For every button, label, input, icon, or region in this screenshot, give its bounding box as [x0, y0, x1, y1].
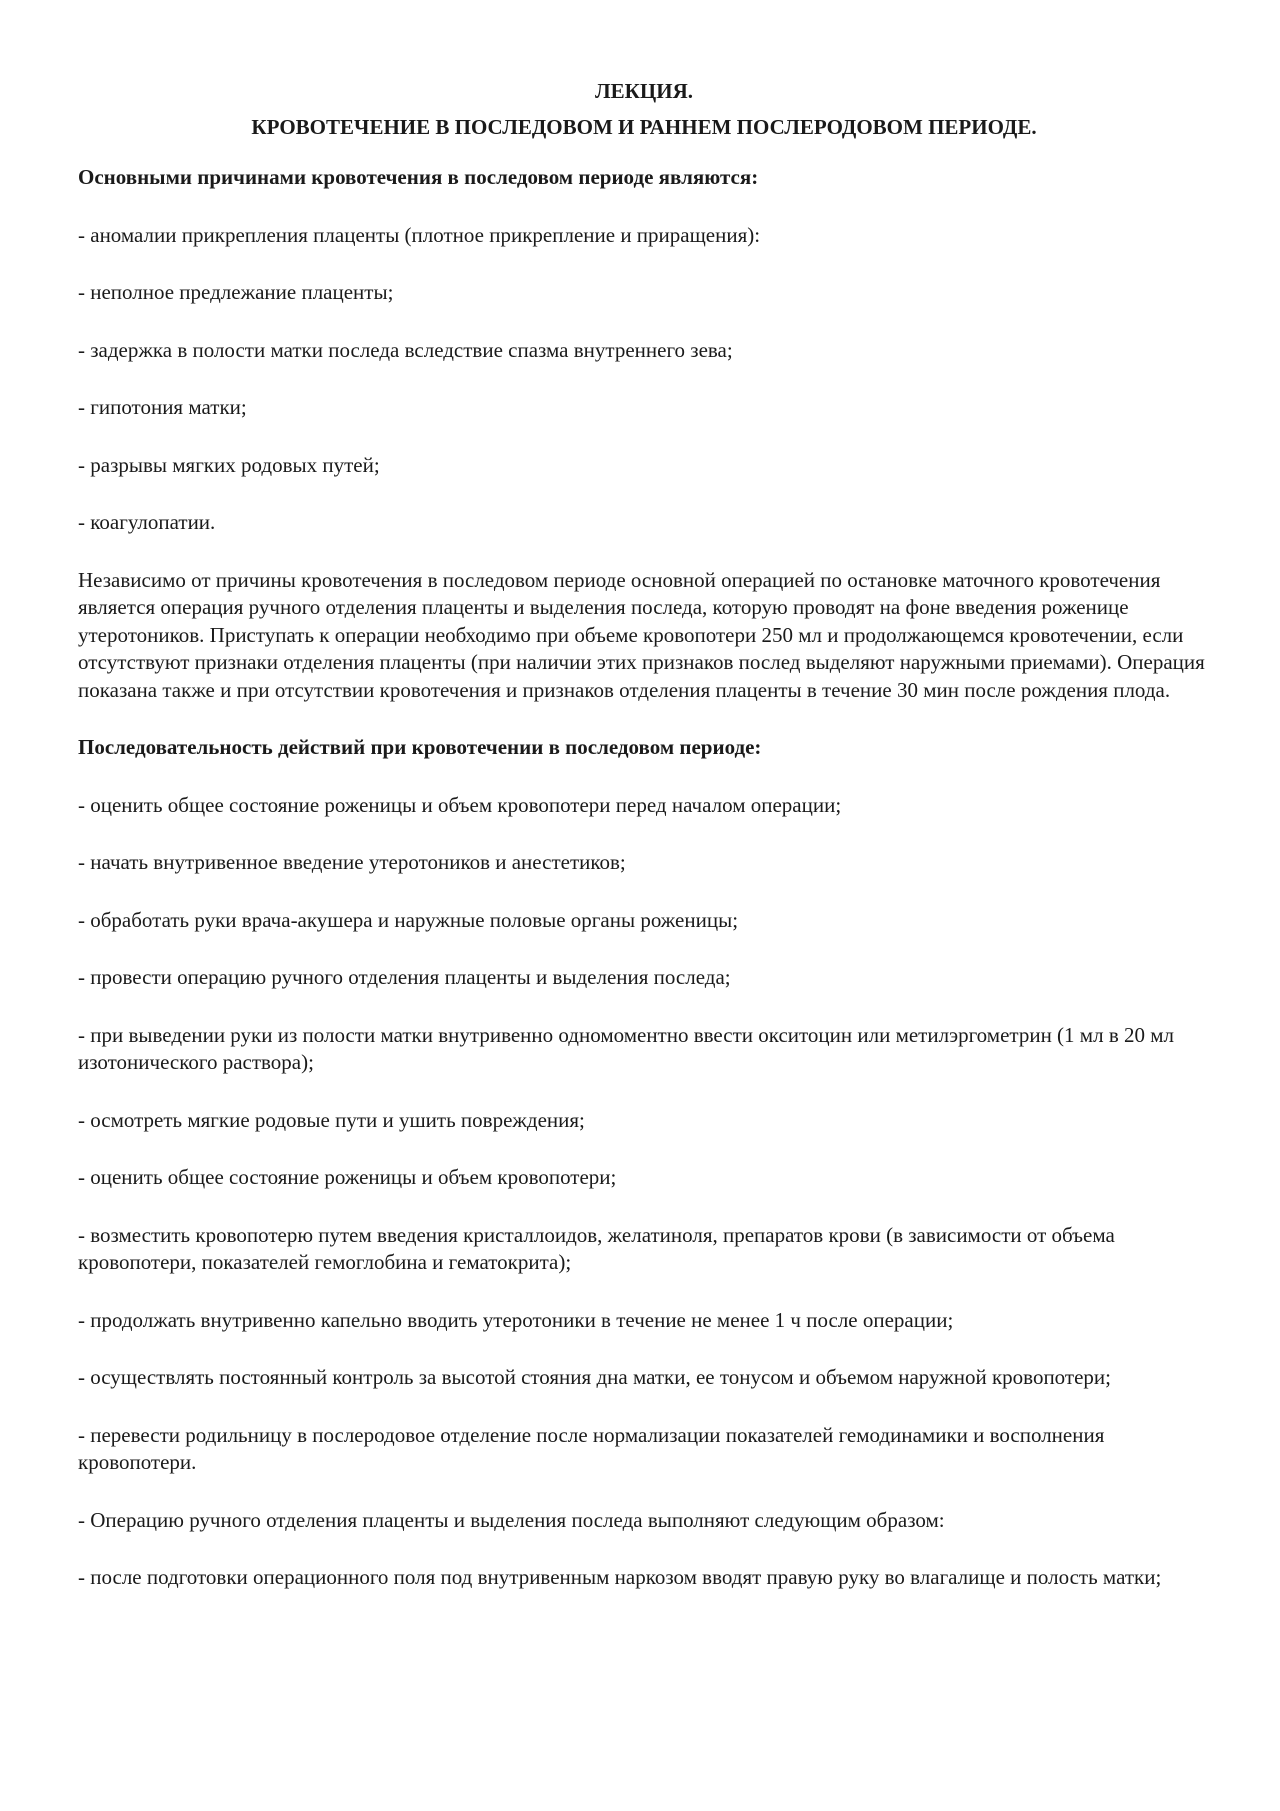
- list-item: - коагулопатии.: [78, 510, 216, 534]
- section-heading-causes: Основными причинами кровотечения в последовом периоде являются:: [78, 165, 759, 189]
- list-item: - оценить общее состояние роженицы и объем кровопотери;: [78, 1165, 617, 1189]
- list-item: - возместить кровопотерю путем введения кристаллоидов, желатиноля, препаратов крови (в зависимости от объема кровопотери, показателей гемоглобина и гематокрита);: [78, 1222, 1115, 1274]
- list-item: - продолжать внутривенно капельно вводить утеротоники в течение не менее 1 ч после операции;: [78, 1307, 954, 1332]
- list-item: - после подготовки операционного поля под внутривенным наркозом вводят правую руку во влагалище и полость матки;: [78, 1565, 1162, 1589]
- list-item: - осуществлять постоянный контроль за высотой стояния дна матки, ее тонусом и объемом наружной кровопотери;: [78, 1365, 1111, 1389]
- section-heading-steps: Последовательность действий при кровотечении в последовом периоде:: [78, 735, 762, 759]
- list-item: - при выведении руки из полости матки внутривенно одномоментно ввести окситоцин или метилэргометрин (1 мл в 20 мл изотонического раствора);: [78, 1022, 1174, 1074]
- list-item: - неполное предлежание плаценты;: [78, 280, 394, 304]
- list-item: - гипотония матки;: [78, 395, 247, 419]
- list-item: - провести операцию ручного отделения плаценты и выделения последа;: [78, 965, 731, 989]
- document-title: ЛЕКЦИЯ.: [595, 79, 693, 103]
- list-item: - задержка в полости матки последа вследствие спазма внутреннего зева;: [78, 337, 733, 362]
- list-item: - оценить общее состояние роженицы и объем кровопотери перед началом операции;: [78, 792, 842, 817]
- list-item: - перевести родильницу в послеродовое отделение после нормализации показателей гемодинамики и восполнения кровопотери.: [78, 1422, 1105, 1474]
- document-subtitle: КРОВОТЕЧЕНИЕ В ПОСЛЕДОВОМ И РАННЕМ ПОСЛЕРОДОВОМ ПЕРИОДЕ.: [251, 114, 1037, 139]
- list-item: - разрывы мягких родовых путей;: [78, 452, 380, 477]
- list-item: - аномалии прикрепления плаценты (плотное прикрепление и приращения):: [78, 222, 761, 247]
- list-item: - начать внутривенное введение утеротоников и анестетиков;: [78, 850, 626, 874]
- list-item: - Операцию ручного отделения плаценты и выделения последа выполняют следующим образом:: [78, 1507, 945, 1532]
- list-item: - обработать руки врача-акушера и наружные половые органы роженицы;: [78, 907, 739, 932]
- document-page: [78, 78, 1210, 1592]
- list-item: - осмотреть мягкие родовые пути и ушить повреждения;: [78, 1107, 585, 1132]
- body-paragraph: Независимо от причины кровотечения в последовом периоде основной операцией по остановке маточного кровотечения является операция ручного отделения плаценты и выделения последа, которую проводят на фоне введения роженице утеротоников. Приступать к операции необходимо при объеме кровопотери 250 мл и продолжающемся кровотечении, если отсутствуют признаки отделения плаценты (при наличии этих признаков послед выделяют наружными приемами). Операция показана также и при отсутствии кровотечения и признаков отделения плаценты в течение 30 мин после рождения плода.: [78, 567, 1205, 702]
